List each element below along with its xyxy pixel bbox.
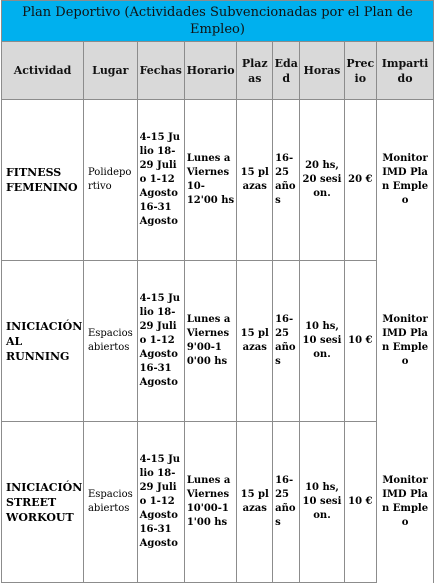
cell-horario: Lunes a Viernes 9'00-10'00 hs <box>184 261 237 422</box>
header-horas: Horas <box>300 42 344 100</box>
cell-lugar: Espacios abiertos <box>83 422 137 583</box>
cell-fechas: 4-15 Julio 18-29 Julio 1-12 Agosto 16-31 Agosto <box>137 100 184 261</box>
header-lugar: Lugar <box>83 42 137 100</box>
cell-precio: 20 € <box>344 100 377 261</box>
cell-actividad: INICIACIÓN STREET WORKOUT <box>2 422 84 583</box>
header-plazas: Plazas <box>237 42 273 100</box>
header-edad: Edad <box>273 42 300 100</box>
cell-plazas: 15 plazas <box>237 261 273 422</box>
table-row <box>2 261 434 422</box>
cell-precio: 10 € <box>344 422 377 583</box>
cell-horas: 10 hs, 10 sesion. <box>300 261 344 422</box>
table-title: Plan Deportivo (Actividades Subvencionadas por el Plan de Empleo) <box>2 1 434 42</box>
cell-actividad: INICIACIÓN AL RUNNING <box>2 261 84 422</box>
cell-edad: 16-25 años <box>273 422 300 583</box>
cell-impartido: Monitor IMD Plan Empleo <box>377 261 434 422</box>
cell-edad: 16-25 años <box>273 261 300 422</box>
header-fechas: Fechas <box>137 42 184 100</box>
header-horario: Horario <box>184 42 237 100</box>
header-impartido: Impartido <box>377 42 434 100</box>
table-row <box>2 422 434 583</box>
cell-fechas: 4-15 Julio 18-29 Julio 1-12 Agosto 16-31 Agosto <box>137 422 184 583</box>
header-actividad: Actividad <box>2 42 84 100</box>
header-row <box>2 42 434 100</box>
cell-horas: 20 hs, 20 sesion. <box>300 100 344 261</box>
cell-plazas: 15 plazas <box>237 100 273 261</box>
cell-edad: 16-25 años <box>273 100 300 261</box>
cell-fechas: 4-15 Julio 18-29 Julio 1-12 Agosto 16-31 Agosto <box>137 261 184 422</box>
activities-table <box>1 0 434 583</box>
header-precio: Precio <box>344 42 377 100</box>
cell-plazas: 15 plazas <box>237 422 273 583</box>
cell-impartido: Monitor IMD Plan Empleo <box>377 100 434 261</box>
cell-lugar: Polideportivo <box>83 100 137 261</box>
cell-horario: Lunes a Viernes 10-12'00 hs <box>184 100 237 261</box>
table-row <box>2 100 434 261</box>
cell-actividad: FITNESS FEMENINO <box>2 100 84 261</box>
cell-lugar: Espacios abiertos <box>83 261 137 422</box>
cell-impartido: Monitor IMD Plan Empleo <box>377 422 434 583</box>
cell-precio: 10 € <box>344 261 377 422</box>
cell-horario: Lunes a Viernes 10'00-11'00 hs <box>184 422 237 583</box>
cell-horas: 10 hs, 10 sesion. <box>300 422 344 583</box>
